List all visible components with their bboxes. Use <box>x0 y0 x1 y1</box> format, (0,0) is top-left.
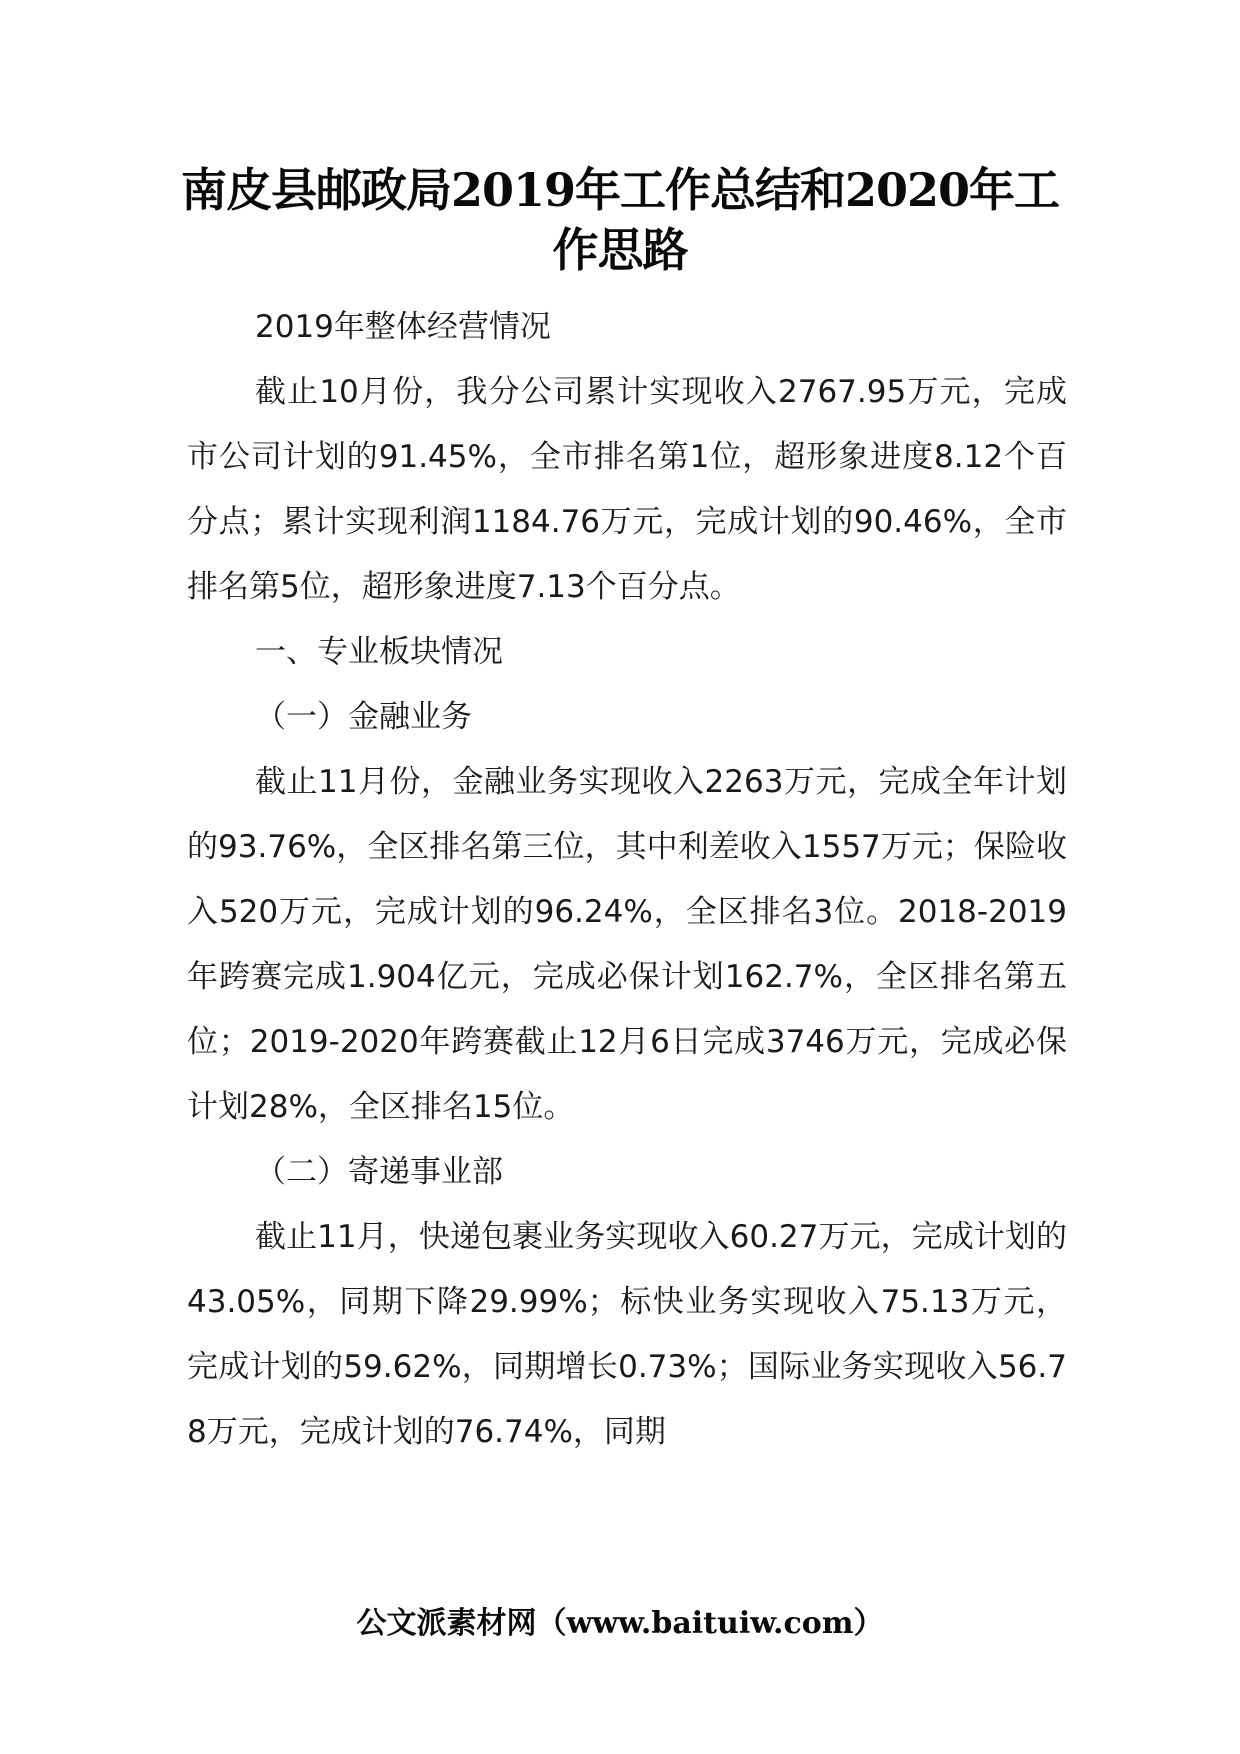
subsection-heading-finance: （一）金融业务 <box>255 699 472 735</box>
section-heading-overview: 2019年整体经营情况 <box>255 309 551 345</box>
document-title: 南皮县邮政局2019年工作总结和2020年工作思路 <box>180 163 1060 277</box>
subsection-heading-delivery: （二）寄递事业部 <box>255 1154 503 1190</box>
section-heading-business: 一、专业板块情况 <box>255 634 503 670</box>
paragraph-finance: 截止11月份，金融业务实现收入2263万元，完成全年计划的93.76%，全区排名第三位，其中利差收入1557万元；保险收入520万元，完成计划的96.24%，全区排名3位。2018-2019年跨赛完成1.904亿元，完成必保计划162.7%，全区排名第五位；2019-2020年跨赛截止12月6日完成3746万元，完成必保计划28%，全区排名15位。 <box>187 764 1067 1125</box>
paragraph-delivery: 截止11月，快递包裹业务实现收入60.27万元，完成计划的43.05%，同期下降29.99%；标快业务实现收入75.13万元，完成计划的59.62%，同期增长0.73%；国际业务实现收入56.78万元，完成计划的76.74%，同期 <box>187 1219 1067 1450</box>
page-footer-watermark: 公文派素材网（www.baituiw.com） <box>356 1606 884 1641</box>
paragraph-overview: 截止10月份，我分公司累计实现收入2767.95万元，完成市公司计划的91.45%，全市排名第1位，超形象进度8.12个百分点；累计实现利润1184.76万元，完成计划的90.46%，全市排名第5位，超形象进度7.13个百分点。 <box>187 374 1067 605</box>
document-body <box>187 295 1067 1465</box>
